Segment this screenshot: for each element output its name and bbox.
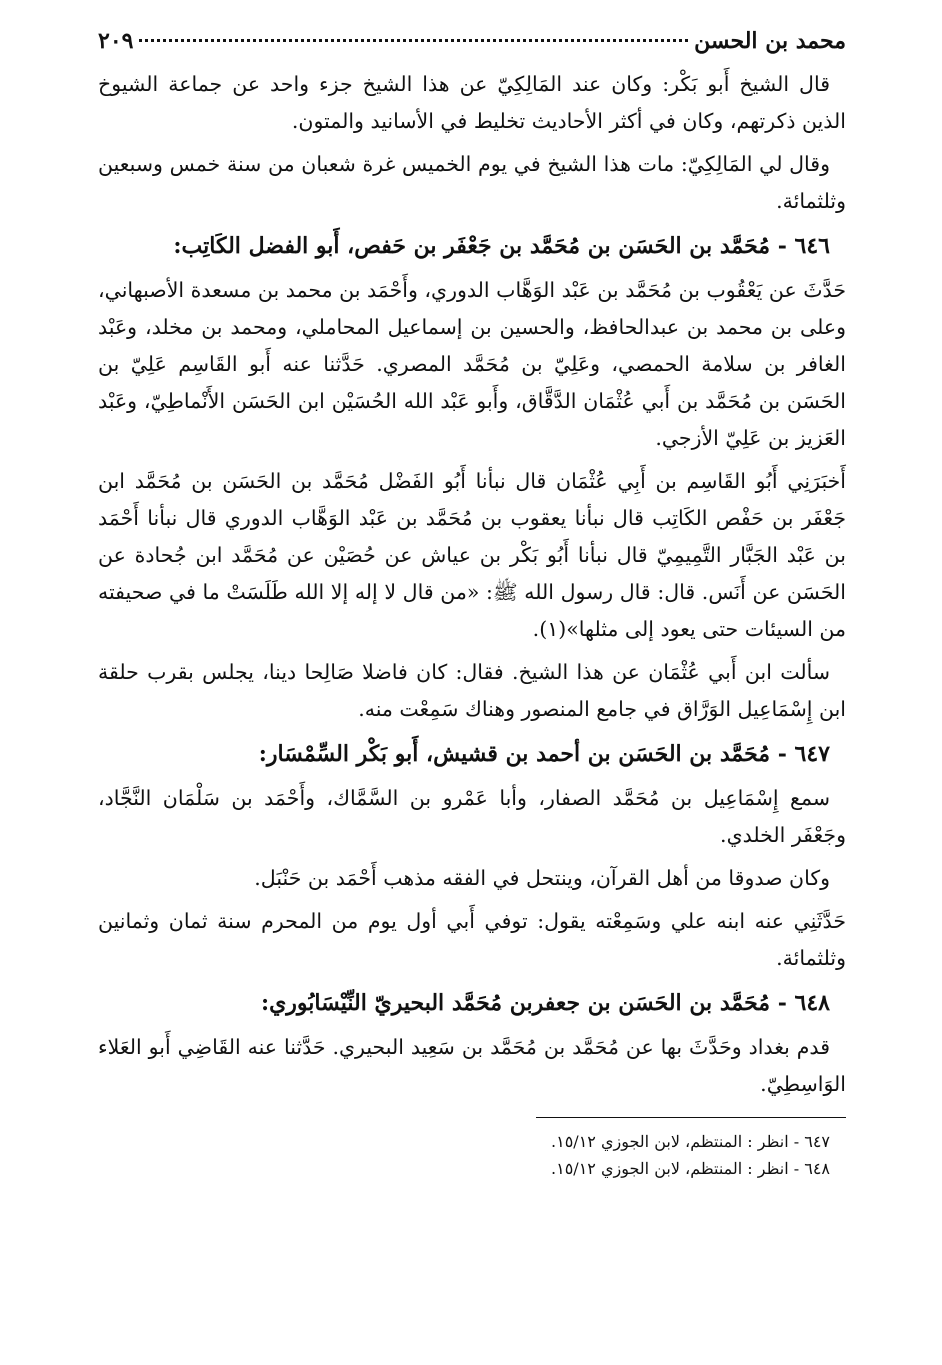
paragraph: وقال لي المَالِكِيّ: مات هذا الشيخ في يوم الخميس غرة شعبان من سنة خمس وسبعين وثلثمائة. — [98, 152, 846, 213]
running-header — [98, 28, 846, 66]
running-title: محمد بن الحسن — [694, 28, 846, 54]
footnote: ٦٤٨ - انظر : المنتظم، لابن الجوزي ١٥/١٢. — [551, 1159, 830, 1178]
footnote: ٦٤٧ - انظر : المنتظم، لابن الجوزي ١٥/١٢. — [551, 1132, 830, 1151]
paragraph: وكان صدوقا من أهل القرآن، وينتحل في الفقه مذهب أَحْمَد بن حَنْبَل. — [254, 866, 830, 890]
paragraph: حَدَّثَ عن يَعْقُوب بن مُحَمَّد بن عَبْد الوَهَّاب الدوري، وأَحْمَد بن محمد بن مسعدة الأصبهاني، وعلى بن محمد بن عبدالحافظ، والحسين بن إسماعيل المحاملي، ومحمد بن مخلد، وعَبْد الغافر بن سلامة الحمصي، وعَلِيّ بن مُحَمَّد المصري. حَدَّثنا عنه أَبو القَاسِم عَلِيّ بن الحَسَن بن مُحَمَّد بن أَبي عُثْمَان الدَّقَّاق، وأَبو عَبْد الله الحُسَيْن ابن الحَسَن الأَنْماطِيّ، وعَبْد العَزيز بن عَلِيّ الأزجي. — [98, 278, 846, 450]
footnote-rule — [536, 1117, 846, 1118]
paragraph: أَخبَرَنِي أَبُو القَاسِم بن أَبِي عُثْمَان قال نبأنا أَبُو الفَضْل مُحَمَّد بن الحَسَن بن مُحَمَّد ابن جَعْفَر بن حَفْص الكَاتِب قال نبأنا يعقوب بن مُحَمَّد بن عَبْد الوَهَّاب الدوري قال نبأنا أَحْمَد بن عَبْد الجَبَّار التَّمِيمِيّ قال نبأنا أَبُو بَكْر بن عياش عن حُصَيْن عن مُحَمَّد ابن جُحادة عن الحَسَن عن أَنَس. قال: قال رسول الله ﷺ: «من قال لا إله إلا الله طَلَسَتْ ما في صحيفته من السيئات حتى يعود إلى مثلها»(١). — [98, 469, 846, 641]
entry-heading: ٦٤٨ - مُحَمَّد بن الحَسَن بن جعفربن مُحَمَّد البحيريّ النِّيْسَابُوري: — [260, 990, 830, 1016]
paragraph: قدم بغداد وحَدَّثَ بها عن مُحَمَّد بن مُحَمَّد بن سَعِيد البحيري. حَدَّثنا عنه القَاضِي أَبو العَلاء الوَاسِطِيّ. — [98, 1035, 846, 1096]
entry-heading: ٦٤٦ - مُحَمَّد بن الحَسَن بن مُحَمَّد بن جَعْفَر بن حَفص، أَبو الفضل الكَاتِب: — [173, 233, 830, 259]
paragraph: سمع إِسْمَاعِيل بن مُحَمَّد الصفار، وأبا عَمْرو بن السَّمَّاك، وأَحْمَد بن سَلْمَان النَّجَّاد، وجَعْفَر الخلدي. — [98, 786, 846, 847]
paragraph: قال الشيخ أَبو بَكْر: وكان عند المَالِكِيّ عن هذا الشيخ جزء واحد عن جماعة الشيوخ الذين ذكرتهم، وكان في أكثر الأحاديث تخليط في الأسانيد والمتون. — [98, 72, 846, 133]
header-leader-dots — [139, 39, 688, 42]
entry-heading: ٦٤٧ - مُحَمَّد بن الحَسَن بن أحمد بن قشيش، أَبو بَكْر السِّمْسَار: — [258, 741, 830, 767]
page-number: ٢٠٩ — [98, 28, 134, 54]
paragraph: سألت ابن أَبي عُثْمَان عن هذا الشيخ. فقال: كان فاضلا صَالِحا دينا، يجلس بقرب حلقة ابن إِسْمَاعِيل الوَرَّاق في جامع المنصور وهناك سَمِعْت منه. — [98, 660, 846, 721]
paragraph: حَدَّثَنِي عنه ابنه علي وسَمِعْته يقول: توفي أَبي أول يوم من المحرم سنة ثمان وثمانين وثلثمائة. — [98, 909, 846, 970]
